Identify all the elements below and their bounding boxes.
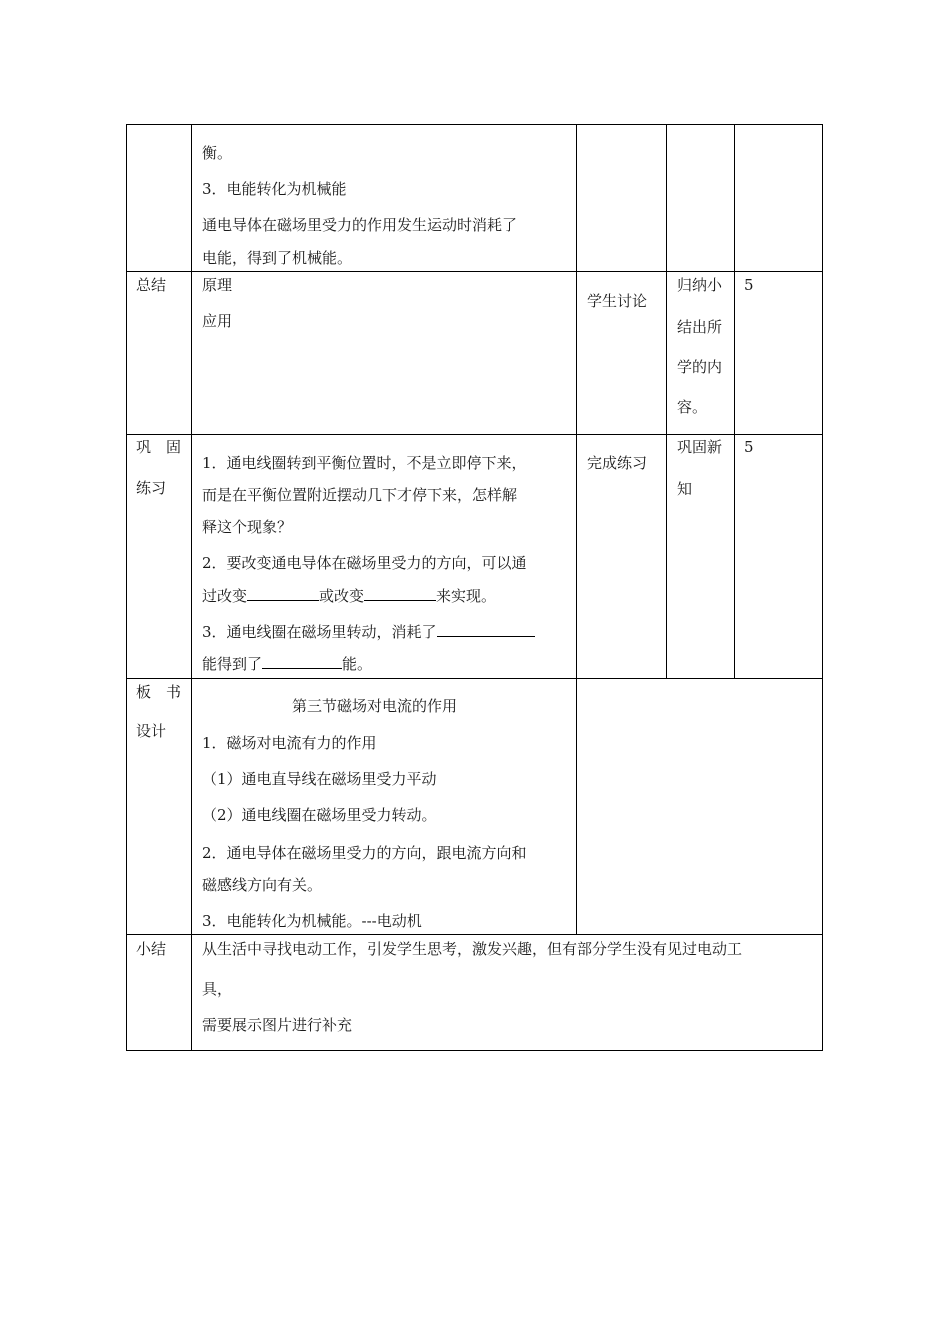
purpose-line: 巩固新 — [677, 438, 723, 456]
question-line-blanks: 3．通电线圈在磁场里转动，消耗了 — [202, 622, 535, 642]
row-divider — [126, 434, 823, 435]
reflection-line: 具， — [202, 980, 233, 998]
time-value: 5 — [744, 438, 754, 456]
answer-blank[interactable] — [262, 654, 342, 669]
purpose-line: 归纳小 — [677, 276, 723, 294]
content-line: 应用 — [202, 312, 233, 330]
time-value: 5 — [744, 276, 754, 294]
board-line: 1．磁场对电流有力的作用 — [202, 734, 377, 752]
content-line: 衡。 — [202, 144, 233, 162]
board-line: （1）通电直导线在磁场里受力平动 — [202, 770, 437, 788]
column-divider — [576, 124, 577, 935]
board-line: 2．通电导体在磁场里受力的方向，跟电流方向和 — [202, 844, 527, 862]
column-divider — [666, 124, 667, 678]
table-border-bottom — [126, 1050, 823, 1051]
student-activity: 学生讨论 — [587, 292, 648, 310]
question-line: 释这个现象？ — [202, 518, 293, 536]
row-label-board: 设计 — [136, 722, 167, 740]
row-label-practice: 练习 — [136, 479, 167, 497]
content-line: 原理 — [202, 276, 233, 294]
question-line: 1．通电线圈转到平衡位置时，不是立即停下来， — [202, 454, 527, 472]
student-activity: 完成练习 — [587, 454, 648, 472]
purpose-line: 学的内 — [677, 358, 723, 376]
column-divider — [191, 124, 192, 1051]
question-line-blanks: 能得到了 能。 — [202, 655, 373, 673]
row-divider — [126, 934, 823, 935]
purpose-line: 容。 — [677, 398, 708, 416]
question-line: 2．要改变通电导体在磁场里受力的方向，可以通 — [202, 554, 527, 572]
purpose-line: 结出所 — [677, 318, 723, 336]
row-label-board: 板 书 — [136, 683, 182, 701]
answer-blank[interactable] — [364, 586, 436, 601]
content-line: 电能，得到了机械能。 — [202, 249, 353, 267]
row-divider — [126, 271, 823, 272]
question-line: 而是在平衡位置附近摆动几下才停下来，怎样解 — [202, 486, 518, 504]
board-line: 3．电能转化为机械能。---电动机 — [202, 912, 422, 930]
column-divider — [734, 124, 735, 678]
board-line: （2）通电线圈在磁场里受力转动。 — [202, 806, 437, 824]
board-title: 第三节磁场对电流的作用 — [292, 697, 458, 715]
content-line: 3．电能转化为机械能 — [202, 180, 347, 198]
row-label-summary: 总结 — [136, 276, 167, 294]
reflection-line: 从生活中寻找电动工作，引发学生思考，激发兴趣，但有部分学生没有见过电动工 — [202, 940, 743, 958]
table-border-right — [822, 124, 823, 1051]
table-border-top — [126, 124, 823, 125]
row-label-reflection: 小结 — [136, 940, 167, 958]
purpose-line: 知 — [677, 480, 693, 498]
answer-blank[interactable] — [247, 586, 319, 601]
question-line-blanks: 过改变 或改变 来实现。 — [202, 587, 497, 605]
answer-blank[interactable] — [437, 622, 535, 637]
content-line: 通电导体在磁场里受力的作用发生运动时消耗了 — [202, 216, 518, 234]
reflection-line: 需要展示图片进行补充 — [202, 1016, 353, 1034]
table-border-left — [126, 124, 127, 1051]
board-line: 磁感线方向有关。 — [202, 876, 323, 894]
row-divider — [126, 678, 823, 679]
row-label-practice: 巩 固 — [136, 438, 182, 456]
